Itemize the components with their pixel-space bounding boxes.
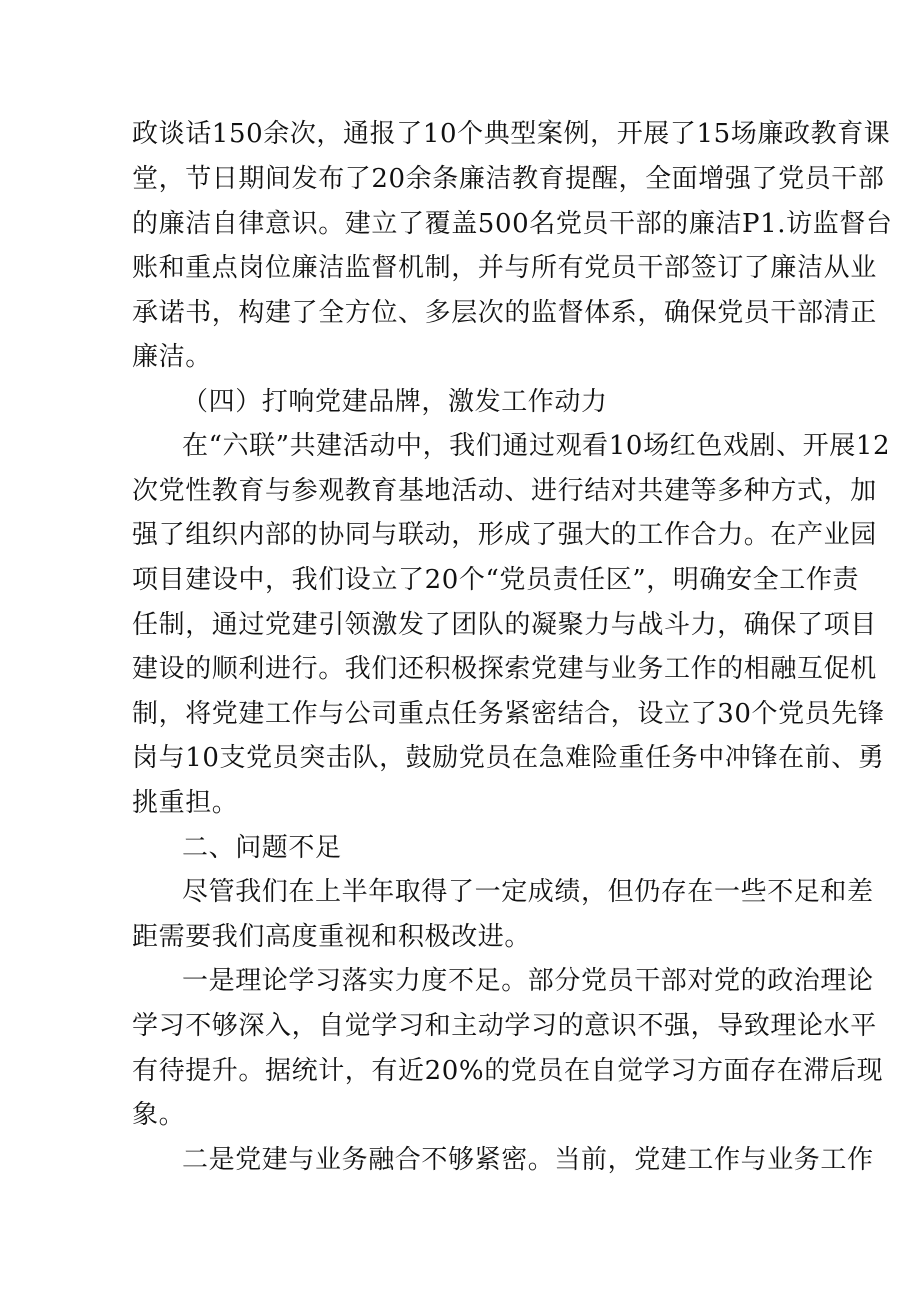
paragraph-first-line: 一是理论学习落实力度不足。部分党员干部对党的政治理论 — [182, 966, 874, 996]
body-text-line: 堂，节日期间发布了20余条廉洁教育提醒，全面增强了党员干部 — [132, 164, 885, 194]
body-text-line: 强了组织内部的协同与联动，形成了强大的工作合力。在产业园 — [132, 520, 877, 550]
body-text-line: 次党性教育与参观教育基地活动、进行结对共建等多种方式，加 — [132, 476, 877, 506]
section-heading-4: （四）打响党建品牌，激发工作动力 — [182, 387, 608, 417]
paragraph-first-line: 二是党建与业务融合不够紧密。当前，党建工作与业务工作 — [182, 1145, 874, 1175]
body-text-line: 有待提升。据统计，有近20%的党员在自觉学习方面存在滞后现 — [132, 1056, 884, 1086]
body-text-line: 承诺书，构建了全方位、多层次的监督体系，确保党员干部清正 — [132, 298, 877, 328]
body-text-line: 岗与10支党员突击队，鼓励党员在急难险重任务中冲锋在前、勇 — [132, 743, 885, 773]
body-text-line: 距需要我们高度重视和积极改进。 — [132, 922, 532, 952]
body-text-line: 廉洁。 — [132, 342, 212, 372]
paragraph-first-line: 尽管我们在上半年取得了一定成绩，但仍存在一些不足和差 — [182, 877, 874, 907]
section-heading-problems: 二、问题不足 — [182, 833, 342, 863]
body-text-line: 的廉洁自律意识。建立了覆盖500名党员干部的廉洁P1.访监督台 — [132, 209, 893, 239]
body-text-line: 任制，通过党建引领激发了团队的凝聚力与战斗力，确保了项目 — [132, 610, 877, 640]
body-text-line: 项目建设中，我们设立了20个“党员责任区”，明确安全工作责 — [132, 565, 860, 595]
body-text-line: 账和重点岗位廉洁监督机制，并与所有党员干部签订了廉洁从业 — [132, 253, 877, 283]
body-text-line: 挑重担。 — [132, 788, 239, 818]
body-text-line: 象。 — [132, 1100, 186, 1130]
paragraph-first-line: 在“六联”共建活动中，我们通过观看10场红色戏剧、开展12 — [182, 431, 891, 461]
body-text-line: 建设的顺利进行。我们还积极探索党建与业务工作的相融互促机 — [132, 654, 877, 684]
body-text-line: 学习不够深入，自觉学习和主动学习的意识不强，导致理论水平 — [132, 1011, 877, 1041]
body-text-line: 制，将党建工作与公司重点任务紧密结合，设立了30个党员先锋 — [132, 699, 885, 729]
body-text-line: 政谈话150余次，通报了10个典型案例，开展了15场廉政教育课 — [132, 119, 891, 149]
